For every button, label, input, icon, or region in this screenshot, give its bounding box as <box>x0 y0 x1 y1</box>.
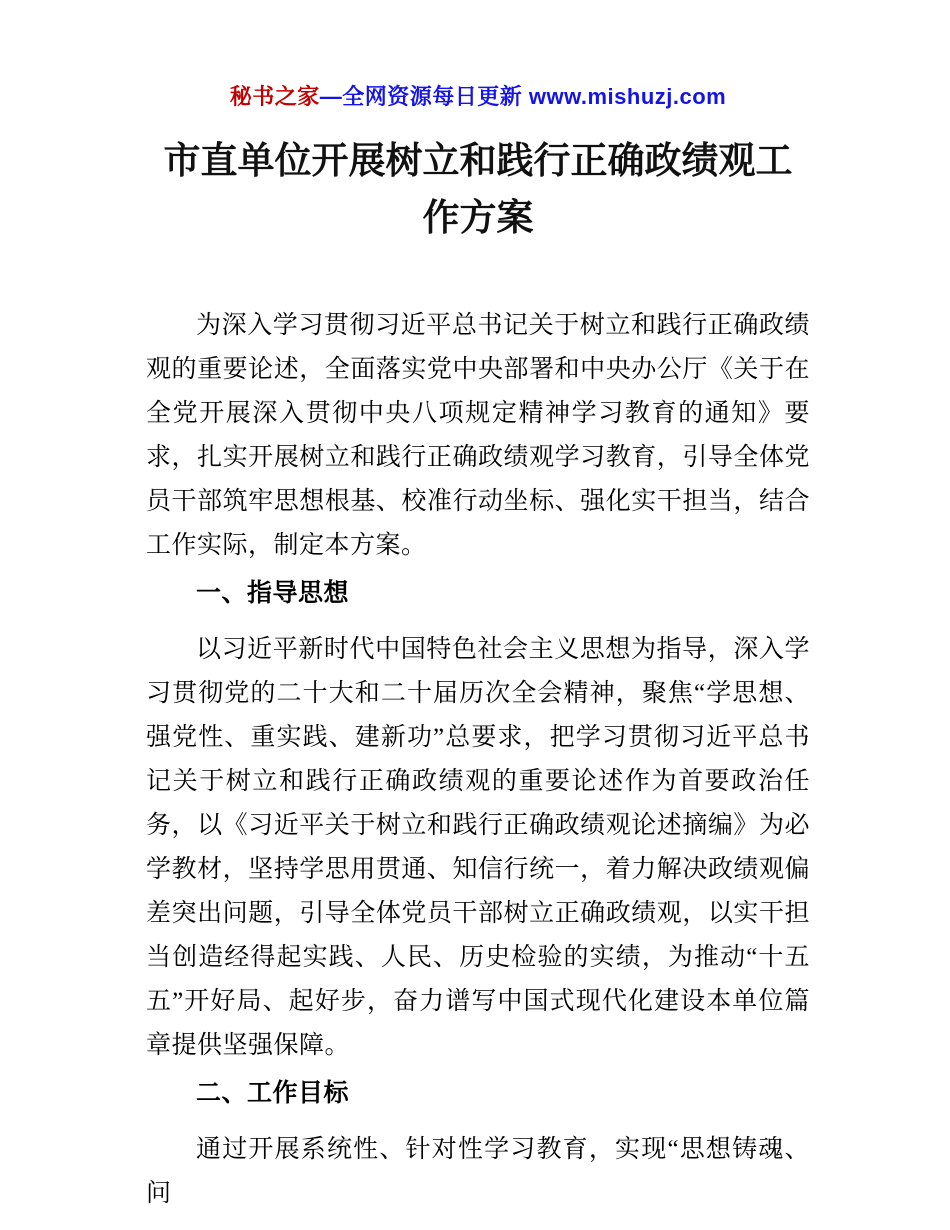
paragraph-guiding-ideology: 以习近平新时代中国特色社会主义思想为指导，深入学习贯彻党的二十大和二十届历次全会精神，聚焦“学思想、强党性、重实践、建新功”总要求，把学习贯彻习近平总书记关于树立和践行正确政绩观的重要论述作为首要政治任务，以《习近平关于树立和践行正确政绩观论述摘编》为必学教材，坚持学思用贯通、知信行统一，着力解决政绩观偏差突出问题，引导全体党员干部树立正确政绩观，以实干担当创造经得起实践、人民、历史检验的实绩，为推动“十五五”开好局、起好步，奋力谱写中国式现代化建设本单位篇章提供坚强保障。 <box>146 636 810 1059</box>
section-heading-work-goals: 二、工作目标 <box>196 1080 350 1107</box>
document-body <box>146 304 810 1216</box>
site-name: 秘书之家 <box>229 84 320 109</box>
document-title: 市直单位开展树立和践行正确政绩观工作方案 <box>163 140 793 238</box>
paragraph-intro: 为深入学习贯彻习近平总书记关于树立和践行正确政绩观的重要论述，全面落实党中央部署和中央办公厅《关于在全党开展深入贯彻中央八项规定精神学习教育的通知》要求，扎实开展树立和践行正确政绩观学习教育，引导全体党员干部筑牢思想根基、校准行动坐标、强化实干担当，结合工作实际，制定本方案。 <box>146 312 810 559</box>
site-tagline: —全网资源每日更新 www.mishuzj.com <box>319 84 727 109</box>
paragraph-work-goals: 通过开展系统性、针对性学习教育，实现“思想铸魂、问 <box>146 1136 810 1207</box>
site-header <box>146 82 810 112</box>
section-heading-guiding-ideology: 一、指导思想 <box>196 580 350 607</box>
